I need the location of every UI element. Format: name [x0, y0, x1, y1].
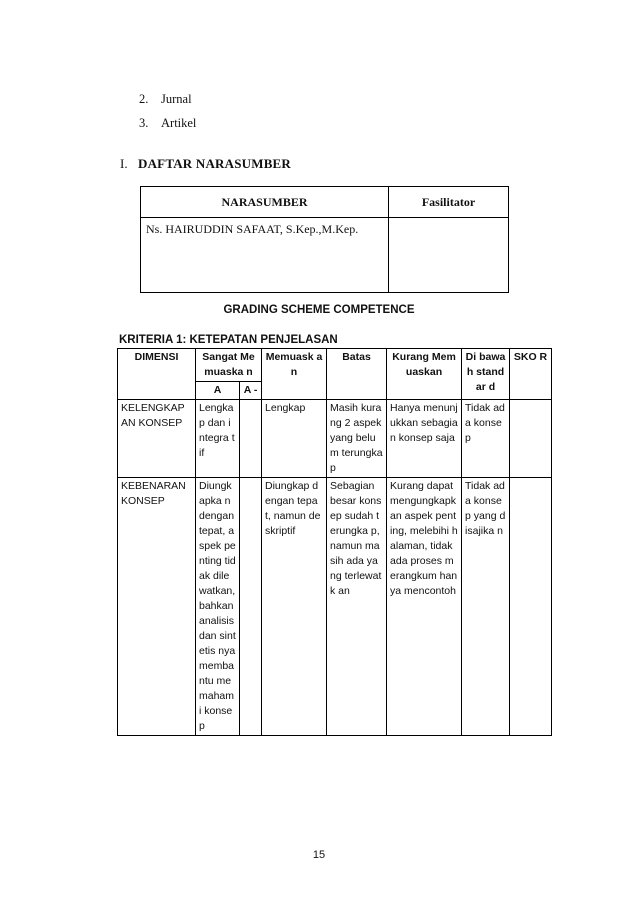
table-cell-a: Lengka p dan integra tif	[196, 400, 240, 478]
column-header-di-bawah: Di bawah standar d	[462, 349, 510, 400]
column-header-memuaskan: Memuask an	[262, 349, 327, 400]
table-cell-kurang: Kurang dapat mengungkapk an aspek penting, melebihi halaman, tidak ada proses merangkum hanya mencontoh	[387, 478, 462, 736]
table-cell: Ns. HAIRUDDIN SAFAAT, S.Kep.,M.Kep.	[141, 218, 389, 293]
column-subheader-a: A	[196, 382, 240, 400]
table-cell-batas: Sebagian besar konsep sudah terungka p, namun masih ada yang terlewatk an	[327, 478, 387, 736]
table-cell-memuaskan: Diungkap dengan tepat, namun deskriptif	[262, 478, 327, 736]
column-subheader-a-minus: A -	[240, 382, 262, 400]
table-header-row	[141, 187, 509, 218]
column-header-skor: SKO R	[510, 349, 552, 400]
column-header-dimensi: DIMENSI	[118, 349, 196, 400]
list-label: Jurnal	[161, 92, 192, 106]
table-cell-a: Diungkapka n dengan tepat, aspek penting tidak dilewatkan, bahkan analisis dan sintetis nya membantu memahami konsep	[196, 478, 240, 736]
list-item	[139, 116, 196, 131]
kriteria-title: KRITERIA 1: KETEPATAN PENJELASAN	[119, 334, 338, 346]
narasumber-table	[140, 186, 509, 293]
table-cell-kurang: Hanya menunjukkan sebagian konsep saja	[387, 400, 462, 478]
table-cell-di-bawah: Tidak ada konsep yang disajika n	[462, 478, 510, 736]
column-header-batas: Batas	[327, 349, 387, 400]
table-cell-a-minus	[240, 478, 262, 736]
table-cell-di-bawah: Tidak ada konsep	[462, 400, 510, 478]
table-cell-dimensi: KEBENARAN KONSEP	[118, 478, 196, 736]
table-header-row	[118, 349, 552, 382]
table-row	[118, 478, 552, 736]
table-cell	[389, 218, 509, 293]
table-row	[118, 400, 552, 478]
column-header: Fasilitator	[389, 187, 509, 218]
list-number: 2.	[139, 92, 149, 106]
list-number: 3.	[139, 116, 149, 130]
table-cell-a-minus	[240, 400, 262, 478]
section-title: DAFTAR NARASUMBER	[138, 156, 292, 171]
table-cell-batas: Masih kurang 2 aspek yang belum terungka p	[327, 400, 387, 478]
grading-table	[117, 348, 552, 736]
section-heading	[120, 156, 291, 172]
table-cell-skor	[510, 478, 552, 736]
section-number: I.	[120, 156, 128, 171]
column-header-sangat: Sangat Memuaska n	[196, 349, 262, 382]
table-cell-skor	[510, 400, 552, 478]
grading-title: GRADING SCHEME COMPETENCE	[223, 304, 415, 316]
table-cell-memuaskan: Lengkap	[262, 400, 327, 478]
table-row	[141, 218, 509, 293]
table-cell-dimensi: KELENGKAP AN KONSEP	[118, 400, 196, 478]
list-item	[139, 92, 192, 107]
column-header-kurang: Kurang Memuaskan	[387, 349, 462, 400]
page-number: 15	[312, 849, 326, 861]
list-label: Artikel	[161, 116, 197, 130]
column-header: NARASUMBER	[141, 187, 389, 218]
